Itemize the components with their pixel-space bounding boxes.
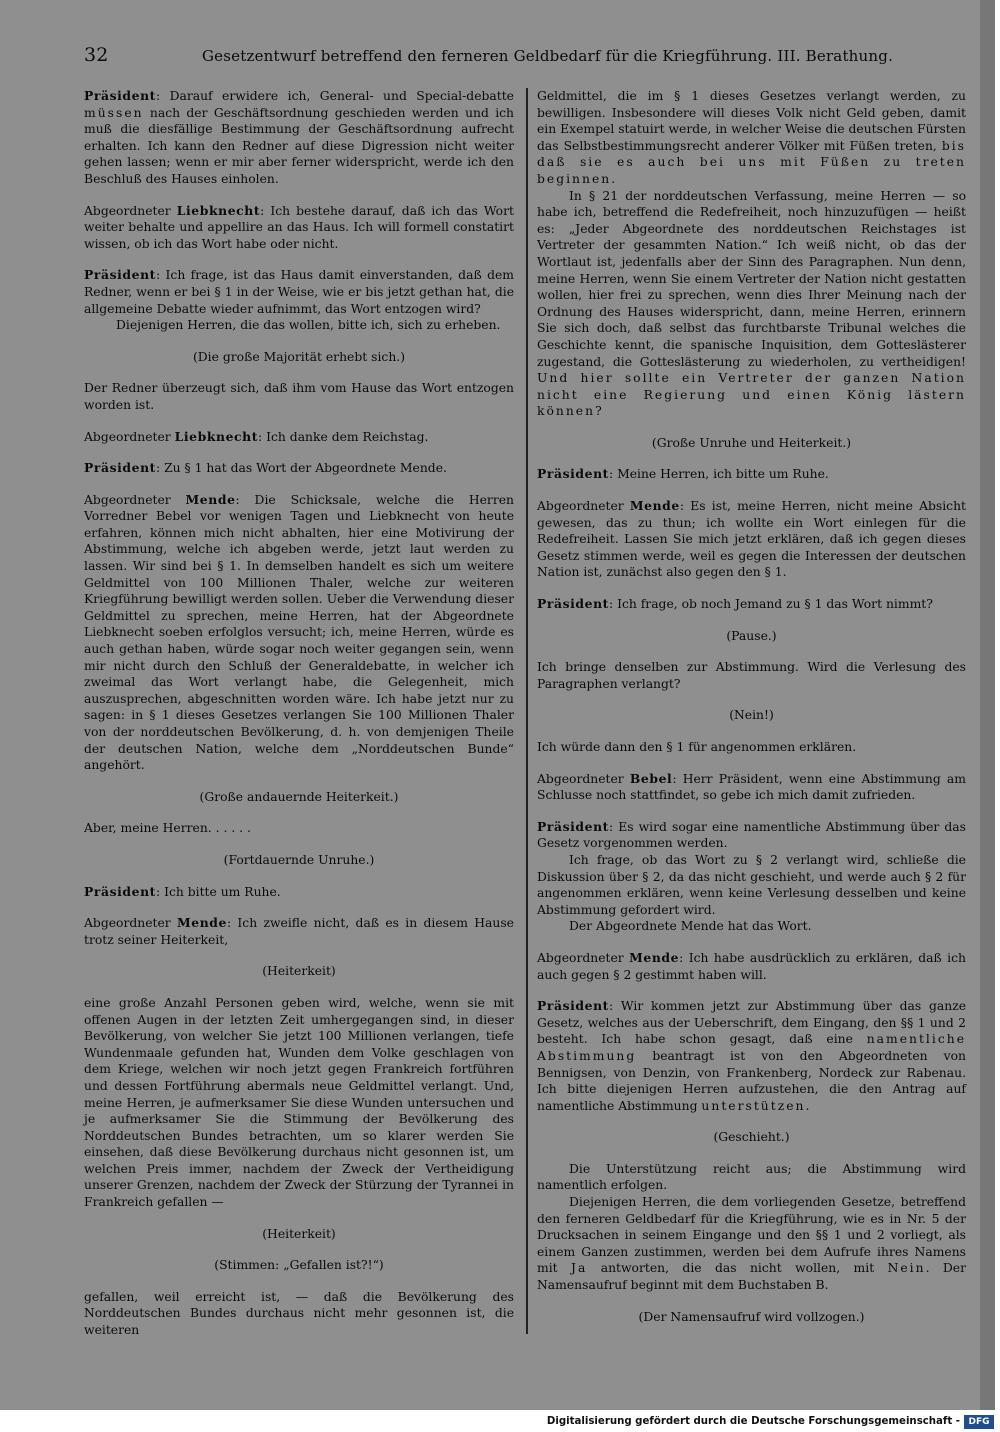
text-run: : Ich zweifle nicht, daß es in diesem Hause trotz seiner Heiterkeit, <box>84 916 514 947</box>
paragraph <box>84 317 514 334</box>
speaker-name: Liebknecht <box>176 202 261 218</box>
text-run: : Ich bitte um Ruhe. <box>155 884 281 899</box>
text-run: : Wir kommen jetzt zur Abstimmung über das ganze Gesetz, welches aus der Ueberschrift, dem Eingang, den §§ 1 und 2 besteht. Ich habe schon gesagt, daß eine <box>537 999 966 1047</box>
paragraph <box>84 203 514 253</box>
speaker-name: Präsident <box>84 267 156 283</box>
paragraph <box>537 1194 966 1294</box>
paragraph <box>537 819 966 852</box>
paragraph <box>84 995 514 1211</box>
speaker-name: Mende <box>185 491 236 507</box>
text-run: beantragt ist von den Abgeordneten von Bennigsen, von Denzin, von Frankenberg, Nordeck zur Rabenau. Ich bitte diejenigen Herren aufzustehen, die den Antrag auf namentliche Abstimmung <box>537 1048 966 1113</box>
text-run: Ich bringe denselben zur Abstimmung. Wird die Verlesung des Paragraphen verlangt? <box>537 660 966 691</box>
text-run: Diejenigen Herren, die dem vorliegenden Gesetze, betreffend den ferneren Geldbedarf für die Kriegführung, wie es in Nr. 5 der Drucksachen in seinem Eingange und den §§ 1 und 2 vorliegt, als einem Ganzen zustimmen, werden bei dem Aufrufe ihres Namens mit <box>537 1195 966 1276</box>
paragraph <box>537 950 966 983</box>
emphasized-text: unterstützen. <box>701 1098 812 1113</box>
text-run: (Heiterkeit) <box>262 964 336 979</box>
stage-direction <box>84 789 514 806</box>
text-run: : Es ist, meine Herren, nicht meine Absicht gewesen, das zu thun; ich wollte ein Wort einlegen für die Redefreiheit. Lassen Sie mich jetzt erklären, daß ich gegen dieses Gesetz stimmen werde, weil es gegen die Interessen der deutschen Nation ist, zunächst also gegen den § 1. <box>537 499 966 580</box>
scan-edge <box>980 0 995 1410</box>
paragraph <box>84 1289 514 1339</box>
text-run: Ich frage, ob das Wort zu § 2 verlangt wird, schließe die Diskussion über § 2, da das nicht geschieht, und werde auch § 2 für angenommen erklären, wenn keine Verlesung desselben und keine Abstimmung gefordert wird. <box>537 852 966 917</box>
paragraph <box>84 429 514 446</box>
text-run: : Zu § 1 hat das Wort der Abgeordnete Mende. <box>155 461 447 476</box>
speaker-name: Präsident <box>84 460 156 476</box>
paragraph <box>537 659 966 692</box>
emphasized-text: Ja <box>571 1261 588 1276</box>
stage-direction <box>84 349 514 366</box>
text-run: (Nein!) <box>729 708 774 723</box>
paragraph <box>537 998 966 1114</box>
speaker-name: Präsident <box>537 596 609 612</box>
emphasized-text: Und hier sollte ein Vertreter der ganzen Nation nicht eine Regierung und einen König lästern können? <box>537 371 966 419</box>
paragraph <box>537 739 966 756</box>
text-run: . Der Namensaufruf beginnt mit dem Buchstaben B. <box>537 1261 966 1293</box>
text-run: Diejenigen Herren, die das wollen, bitte ich, sich zu erheben. <box>116 318 501 333</box>
stage-direction <box>537 707 966 724</box>
right-column <box>537 88 966 1340</box>
text-run: Abgeordneter <box>84 429 175 444</box>
text-run: : Ich frage, ist das Haus damit einverstanden, daß dem Redner, wenn er bei § 1 in der Weise, wie er bis jetzt gethan hat, die allgemeine Debatte wieder aufnimmt, das Wort entzogen wird? <box>84 268 514 316</box>
text-run: : Herr Präsident, wenn eine Abstimmung am Schlusse noch stattfindet, so gebe ich mich damit zufrieden. <box>537 771 966 803</box>
paragraph <box>84 460 514 477</box>
paragraph <box>84 820 514 837</box>
stage-direction <box>84 1257 514 1274</box>
paragraph <box>537 1161 966 1194</box>
paragraph <box>537 466 966 483</box>
speaker-name: Präsident <box>537 818 609 834</box>
speaker-name: Präsident <box>84 88 156 103</box>
stage-direction <box>84 852 514 869</box>
paragraph <box>537 918 966 935</box>
emphasized-text: müssen <box>84 105 144 120</box>
text-run: : Meine Herren, ich bitte um Ruhe. <box>608 467 829 482</box>
paragraph <box>537 88 966 188</box>
text-run: antworten, die das nicht wollen, mit <box>587 1261 888 1276</box>
speaker-name: Mende <box>629 498 680 514</box>
text-run: (Große Unruhe und Heiterkeit.) <box>651 435 852 450</box>
running-title: Gesetzentwurf betreffend den ferneren Geldbedarf für die Kriegführung. III. Berathung. <box>202 47 894 65</box>
text-run: nach der Geschäftsordnung geschieden werden und ich muß die diesfällige Bestimmung der Geschäftsordnung aufrecht erhalten. Ich kann den Redner auf diese Digression nicht weiter gehen lassen; wenn er mir aber ferner widerspricht, werde ich den Beschluß des Hauses einholen. <box>84 105 514 186</box>
paragraph <box>537 188 966 420</box>
text-run: (Heiterkeit) <box>262 1226 336 1241</box>
text-run: Abgeordneter <box>537 499 630 514</box>
column-divider <box>526 88 528 1334</box>
speaker-name: Liebknecht <box>174 428 259 444</box>
speaker-name: Präsident <box>537 466 609 482</box>
dfg-logo: DFG <box>964 1415 994 1429</box>
paragraph <box>84 267 514 317</box>
paragraph <box>537 596 966 613</box>
speaker-name: Mende <box>176 915 227 931</box>
text-run: Abgeordneter <box>84 492 186 507</box>
paragraph <box>84 884 514 901</box>
text-run: Der Redner überzeugt sich, daß ihm vom Hause das Wort entzogen worden ist. <box>84 381 514 412</box>
text-run: (Stimmen: „Gefallen ist?!“) <box>214 1258 384 1273</box>
paragraph <box>537 771 966 804</box>
text-run: : Ich habe ausdrücklich zu erklären, daß ich auch gegen § 2 gestimmt haben will. <box>537 950 966 982</box>
paragraph <box>84 380 514 413</box>
text-run: Der Abgeordnete Mende hat das Wort. <box>569 919 812 934</box>
text-run: Ich würde dann den § 1 für angenommen erklären. <box>537 740 857 754</box>
paragraph <box>84 88 514 188</box>
text-run: (Geschieht.) <box>713 1130 790 1145</box>
text-run: : Ich bestehe darauf, daß ich das Wort weiter behalte und appellire an das Haus. Ich will formell constatirt wissen, ob ich das Wort habe oder nicht. <box>84 203 514 251</box>
text-run: : Es wird sogar eine namentliche Abstimmung über das Gesetz vorgenommen werden. <box>537 819 966 851</box>
speaker-name: Präsident <box>84 883 156 899</box>
speaker-name: Präsident <box>537 998 609 1014</box>
text-run: In § 21 der norddeutschen Verfassung, meine Herren — so habe ich, betreffend die Redefreiheit, noch hinzuzufügen — heißt es: „Jeder Abgeordnete des norddeutschen Reichstages ist Vertreter der gesammten Nation.“ Ich weiß nicht, ob das der Wortlaut ist, jedenfalls aber der Sinn des Paragraphen. Nun denn, meine Herren, wenn Sie einem Vertreter der Nation nicht gestatten wollen, hier frei zu sprechen, wenn dies Ihrer Meinung nach der Ordnung des Hauses widerspricht, dann, meine Herren, erinnern Sie sich doch, daß selbst das furchtbarste Tribunal welches die Geschichte kennt, die spanische Inquisition, dem Gotteslästerer zugestand, die Gotteslästerung zu wiederholen, zu vertheidigen! <box>537 188 966 369</box>
text-run: (Pause.) <box>726 628 777 643</box>
text-run: (Der Namensaufruf wird vollzogen.) <box>638 1309 865 1324</box>
text-run: Die Unterstützung reicht aus; die Abstimmung wird namentlich erfolgen. <box>537 1161 966 1193</box>
stage-direction <box>84 963 514 980</box>
footer <box>0 1414 1000 1432</box>
stage-direction <box>84 1226 514 1243</box>
emphasized-text: namentliche Abstimmung <box>537 1032 966 1063</box>
text-run: Geldmittel, die im § 1 dieses Gesetzes verlangt werden, zu bewilligen. Insbesondere will dieses Volk nicht Geld geben, damit ein Exempel statuirt werde, in welcher Weise die deutschen Fürsten das Selbstbestimmungsrecht anderer Völker mit Füßen treten, <box>537 89 966 153</box>
emphasized-text: bis daß sie es auch bei uns mit Füßen zu treten beginnen. <box>537 138 966 186</box>
stage-direction <box>537 1129 966 1146</box>
text-run: (Die große Majorität erhebt sich.) <box>192 349 406 364</box>
digitization-credit: Digitalisierung gefördert durch die Deutsche Forschungsgemeinschaft - <box>546 1416 960 1427</box>
left-column <box>84 88 514 1354</box>
text-run: (Fortdauernde Unruhe.) <box>223 852 375 867</box>
speaker-name: Bebel <box>629 770 673 786</box>
paragraph <box>84 915 514 948</box>
page-number: 32 <box>84 44 109 66</box>
stage-direction <box>537 628 966 645</box>
speaker-name: Mende <box>629 949 680 965</box>
text-run: : Ich frage, ob noch Jemand zu § 1 das Wort nimmt? <box>608 597 933 612</box>
text-run: (Große andauernde Heiterkeit.) <box>199 789 399 804</box>
stage-direction <box>537 1309 966 1326</box>
text-run: Abgeordneter <box>537 771 630 786</box>
paragraph <box>84 492 514 774</box>
text-run: Abgeordneter <box>537 950 630 965</box>
text-run: : Die Schicksale, welche die Herren Vorredner Bebel vor wenigen Tagen und Liebknecht von heute erfahren, können mich nicht abhalten, hier eine Motivirung der Abstimmung, welche ich abgeben werde, jetzt laut werden zu lassen. Wir sind bei § 1. In demselben handelt es sich um weitere Geldmittel von 100 Millionen Thaler, welche zur weiteren Kriegführung bewilligt werden sollen. Ueber die Verwendung dieser Geldmittel zu sprechen, meine Herren, hat der Abgeordnete Liebknecht soeben erfolglos versucht; ich, meine Herren, würde es auch gethan haben, würde sogar noch weiter gegangen sein, wenn mir nicht durch den Schluß der Generaldebatte, in welcher ich zweimal das Wort verlangt habe, die Gelegenheit, mich auszusprechen, abgeschnitten worden wäre. Ich habe jetzt nur zu sagen: in § 1 dieses Gesetzes verlangen Sie 100 Millionen Thaler von der norddeutschen Bevölkerung, d. h. von demjenigen Theile der deutschen Nation, welche dem „Norddeutschen Bunde“ angehört. <box>84 492 514 773</box>
text-run: Abgeordneter <box>84 916 177 931</box>
paragraph <box>537 852 966 918</box>
text-run: : Darauf erwidere ich, General- und Special-debatte <box>155 89 514 103</box>
text-run: Aber, meine Herren. . . . . . <box>84 821 251 836</box>
text-run: Abgeordneter <box>84 203 177 218</box>
text-run: : Ich danke dem Reichstag. <box>258 429 429 444</box>
text-run: eine große Anzahl Personen geben wird, welche, wenn sie mit offenen Augen in der letzten Zeit umhergegangen sind, in dieser Bevölkerung, von welcher Sie jetzt 100 Millionen verlangen, tiefe Wundenmaale gefunden hat, Wunden dem Volke geschlagen von dem Kriege, welchen wir noch jetzt gegen Frankreich fortführen und dessen Fortführung abermals neue Geldmittel verlangt. Und, meine Herren, je aufmerksamer Sie diese Wunden untersuchen und je aufmerksamer Sie die Stimmung der Bevölkerung des Norddeutschen Bundes betrachten, um so klarer werden Sie einsehen, daß diese Bevölkerung durchaus nicht gesonnen ist, um welchen Preis immer, nachdem der Zweck der Vertheidigung unserer Grenzen, nachdem der Zweck der Stürzung der Tyrannei in Frankreich gefallen — <box>84 995 514 1210</box>
stage-direction <box>537 435 966 452</box>
emphasized-text: Nein <box>887 1261 926 1276</box>
paragraph <box>537 498 966 581</box>
text-run: gefallen, weil erreicht ist, — daß die Bevölkerung des Norddeutschen Bundes durchaus nicht mehr gesonnen ist, die weiteren <box>84 1289 514 1338</box>
page-header <box>84 44 894 70</box>
